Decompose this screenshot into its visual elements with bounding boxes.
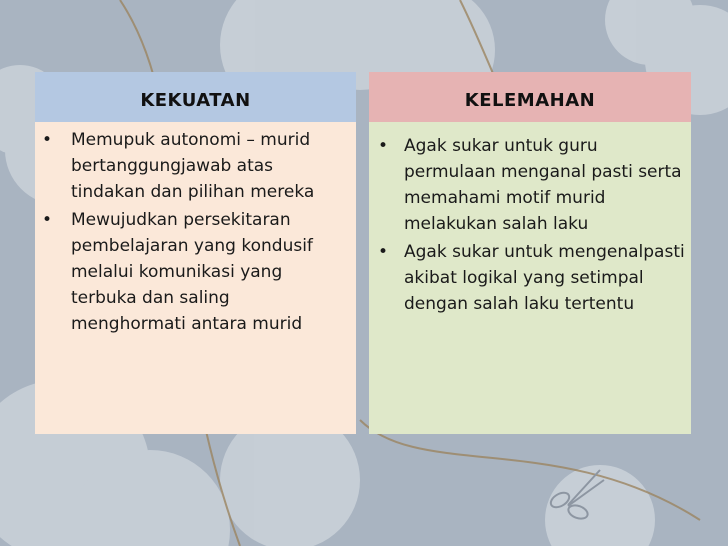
- kelemahan-column: [369, 72, 691, 434]
- bullet-icon: •: [378, 242, 389, 262]
- kelemahan-item: [369, 133, 691, 237]
- kelemahan-item: [369, 239, 691, 317]
- kelemahan-item-text: Agak sukar untuk guru permulaan menganal pasti serta memahami motif murid melakukan salah laku: [404, 136, 682, 234]
- bullet-icon: •: [42, 210, 53, 230]
- bullet-icon: •: [378, 136, 389, 156]
- kekuatan-item: [35, 127, 351, 205]
- kelemahan-heading: KELEMAHAN: [369, 72, 691, 122]
- kekuatan-column: [35, 72, 356, 434]
- bullet-icon: •: [42, 130, 53, 150]
- kekuatan-item-text: Memupuk autonomi – murid bertanggungjawab atas tindakan dan pilihan mereka: [71, 130, 315, 202]
- kekuatan-list: [35, 122, 356, 337]
- kekuatan-item: [35, 207, 351, 337]
- kelemahan-item-text: Agak sukar untuk mengenalpasti akibat logikal yang setimpal dengan salah laku tertentu: [404, 242, 685, 314]
- kelemahan-list: [369, 122, 691, 317]
- kekuatan-heading: KEKUATAN: [35, 72, 356, 122]
- kekuatan-item-text: Mewujudkan persekitaran pembelajaran yang kondusif melalui komunikasi yang terbuka dan saling menghormati antara murid: [71, 210, 313, 334]
